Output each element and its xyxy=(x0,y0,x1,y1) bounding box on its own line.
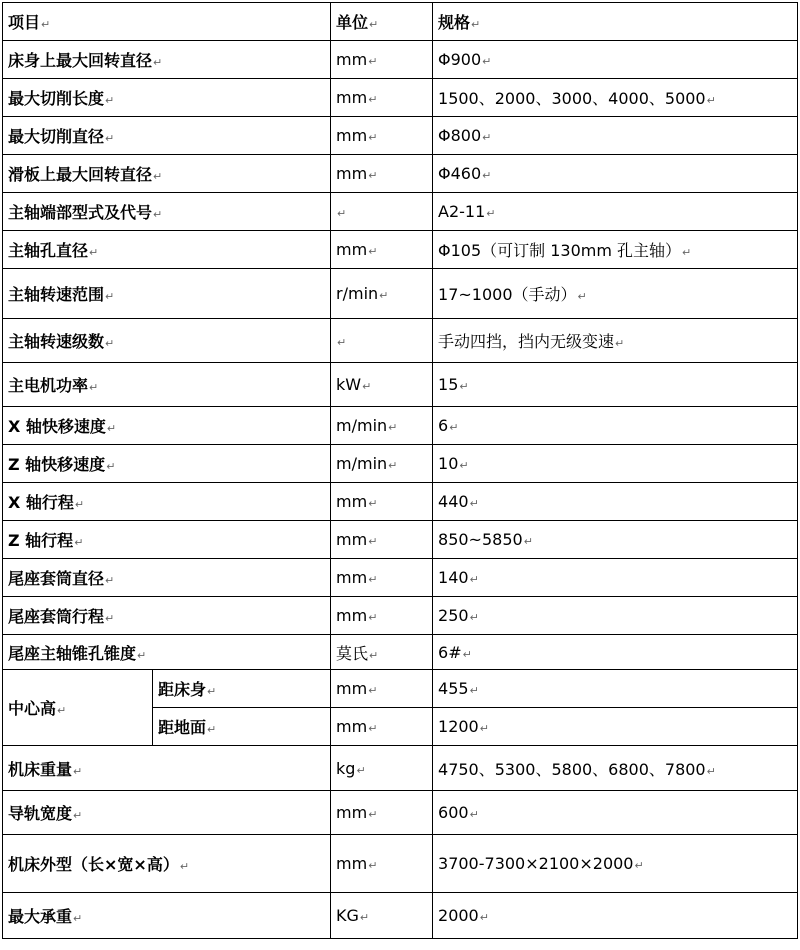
item-cell xyxy=(3,193,331,231)
paragraph-mark-icon: ↵ xyxy=(368,245,378,258)
item-label: 主轴转速级数 xyxy=(8,332,105,351)
paragraph-mark-icon: ↵ xyxy=(469,573,479,586)
spec-cell xyxy=(433,319,798,363)
sub-item-label: 距地面 xyxy=(158,718,207,737)
paragraph-mark-icon: ↵ xyxy=(388,459,398,472)
item-label: Z 轴行程 xyxy=(8,531,74,550)
paragraph-mark-icon: ↵ xyxy=(368,131,378,144)
item-cell xyxy=(3,483,331,521)
table-row xyxy=(3,155,798,193)
paragraph-mark-icon: ↵ xyxy=(73,809,83,822)
unit-cell xyxy=(331,363,433,407)
paragraph-mark-icon: ↵ xyxy=(706,764,716,778)
paragraph-mark-icon: ↵ xyxy=(73,764,83,778)
item-cell xyxy=(3,746,331,791)
paragraph-mark-icon: ↵ xyxy=(105,94,115,107)
unit-value: mm xyxy=(336,679,368,698)
table-row xyxy=(3,79,798,117)
unit-cell xyxy=(331,559,433,597)
paragraph-mark-icon: ↵ xyxy=(469,611,479,624)
paragraph-mark-icon: ↵ xyxy=(41,18,51,31)
paragraph-mark-icon: ↵ xyxy=(482,131,492,144)
spec-value: 6# xyxy=(438,642,462,662)
paragraph-mark-icon: ↵ xyxy=(179,860,190,873)
paragraph-mark-icon: ↵ xyxy=(615,337,625,350)
unit-cell xyxy=(331,835,433,893)
spec-value: 4750、5300、5800、6800、7800 xyxy=(438,759,706,779)
table-row xyxy=(3,893,798,939)
paragraph-mark-icon: ↵ xyxy=(368,55,378,68)
paragraph-mark-icon: ↵ xyxy=(105,574,115,587)
unit-cell xyxy=(331,791,433,835)
item-label: 主电机功率 xyxy=(8,376,89,395)
table-row xyxy=(3,597,798,635)
sub-item-cell xyxy=(153,670,331,708)
paragraph-mark-icon: ↵ xyxy=(634,859,644,872)
spec-cell xyxy=(433,407,798,445)
header-item-cell xyxy=(3,3,331,41)
paragraph-mark-icon: ↵ xyxy=(479,722,489,735)
unit-cell xyxy=(331,597,433,635)
paragraph-mark-icon: ↵ xyxy=(706,94,716,107)
paragraph-mark-icon: ↵ xyxy=(105,612,115,625)
unit-cell xyxy=(331,483,433,521)
paragraph-mark-icon: ↵ xyxy=(106,460,116,473)
unit-cell xyxy=(331,41,433,79)
spec-value: 17~1000（手动） xyxy=(438,285,577,304)
center-height-row xyxy=(3,670,798,708)
item-label: 尾座套筒直径 xyxy=(8,569,105,588)
spec-value: 600 xyxy=(438,803,469,822)
unit-value: r/min xyxy=(336,284,379,303)
spec-value: 850~5850 xyxy=(438,530,523,549)
table-row xyxy=(3,41,798,79)
spec-value: 15 xyxy=(438,375,459,394)
item-label: 最大承重 xyxy=(8,907,73,926)
paragraph-mark-icon: ↵ xyxy=(89,246,99,259)
unit-cell xyxy=(331,635,433,670)
item-cell xyxy=(3,269,331,319)
paragraph-mark-icon: ↵ xyxy=(356,763,366,777)
spec-cell xyxy=(433,708,798,746)
paragraph-mark-icon: ↵ xyxy=(105,290,115,303)
paragraph-mark-icon: ↵ xyxy=(105,132,115,145)
unit-value: mm xyxy=(336,606,368,625)
item-label: 滑板上最大回转直径 xyxy=(8,165,153,184)
unit-cell xyxy=(331,407,433,445)
paragraph-mark-icon: ↵ xyxy=(337,336,347,349)
unit-cell xyxy=(331,670,433,708)
table-row xyxy=(3,319,798,363)
paragraph-mark-icon: ↵ xyxy=(369,18,379,31)
spec-cell xyxy=(433,79,798,117)
table-row xyxy=(3,746,798,791)
item-label: X 轴快移速度 xyxy=(8,417,106,436)
paragraph-mark-icon: ↵ xyxy=(74,498,85,511)
unit-cell xyxy=(331,893,433,939)
center-height-cell xyxy=(3,670,153,746)
paragraph-mark-icon: ↵ xyxy=(368,497,378,510)
paragraph-mark-icon: ↵ xyxy=(368,93,378,106)
item-label: 最大切削长度 xyxy=(8,89,105,108)
item-label: Z 轴快移速度 xyxy=(8,455,106,474)
spec-cell xyxy=(433,41,798,79)
paragraph-mark-icon: ↵ xyxy=(449,421,459,434)
sub-item-label: 距床身 xyxy=(158,680,207,699)
item-cell xyxy=(3,407,331,445)
paragraph-mark-icon: ↵ xyxy=(368,859,378,872)
paragraph-mark-icon: ↵ xyxy=(73,912,83,925)
spec-value: 2000 xyxy=(438,906,479,925)
spec-cell xyxy=(433,893,798,939)
paragraph-mark-icon: ↵ xyxy=(523,535,533,548)
paragraph-mark-icon: ↵ xyxy=(469,684,479,697)
paragraph-mark-icon: ↵ xyxy=(379,289,389,302)
spec-cell xyxy=(433,670,798,708)
paragraph-mark-icon: ↵ xyxy=(74,536,84,549)
table-row xyxy=(3,791,798,835)
unit-value: m/min xyxy=(336,416,388,435)
paragraph-mark-icon: ↵ xyxy=(486,207,496,220)
unit-value: mm xyxy=(336,240,368,259)
spec-value: 440 xyxy=(438,492,469,511)
paragraph-mark-icon: ↵ xyxy=(368,722,378,735)
item-label: 主轴孔直径 xyxy=(8,241,89,260)
paragraph-mark-icon: ↵ xyxy=(359,911,370,924)
paragraph-mark-icon: ↵ xyxy=(368,169,378,182)
spec-cell xyxy=(433,193,798,231)
header-row xyxy=(3,3,798,41)
unit-cell xyxy=(331,155,433,193)
spec-cell xyxy=(433,791,798,835)
item-label: 尾座套筒行程 xyxy=(8,607,105,626)
unit-value: mm xyxy=(336,530,368,549)
unit-value: mm xyxy=(336,803,368,822)
paragraph-mark-icon: ↵ xyxy=(106,422,117,435)
paragraph-mark-icon: ↵ xyxy=(207,723,217,736)
table-row xyxy=(3,231,798,269)
paragraph-mark-icon: ↵ xyxy=(482,55,492,68)
unit-cell xyxy=(331,445,433,483)
unit-cell xyxy=(331,117,433,155)
item-cell xyxy=(3,835,331,893)
unit-value: KG xyxy=(336,906,359,925)
unit-value: mm xyxy=(336,854,368,873)
unit-value: mm xyxy=(336,568,368,587)
item-label: 机床重量 xyxy=(8,759,73,779)
unit-cell xyxy=(331,521,433,559)
spec-value: Φ105（可订制 130mm 孔主轴） xyxy=(438,241,682,260)
spec-cell xyxy=(433,483,798,521)
unit-cell xyxy=(331,746,433,791)
item-label: X 轴行程 xyxy=(8,493,74,512)
item-cell xyxy=(3,117,331,155)
unit-cell xyxy=(331,231,433,269)
item-cell xyxy=(3,363,331,407)
spec-cell xyxy=(433,269,798,319)
table-row xyxy=(3,363,798,407)
item-cell xyxy=(3,445,331,483)
header-unit-cell xyxy=(331,3,433,41)
unit-value: m/min xyxy=(336,454,388,473)
paragraph-mark-icon: ↵ xyxy=(362,380,372,393)
item-cell xyxy=(3,231,331,269)
spec-cell xyxy=(433,155,798,193)
spec-cell xyxy=(433,521,798,559)
table-row xyxy=(3,407,798,445)
unit-value: mm xyxy=(336,50,368,69)
paragraph-mark-icon: ↵ xyxy=(368,573,378,586)
spec-cell xyxy=(433,835,798,893)
spec-value: 250 xyxy=(438,606,469,625)
unit-value: mm xyxy=(336,88,368,107)
table-row xyxy=(3,521,798,559)
item-cell xyxy=(3,559,331,597)
spec-cell xyxy=(433,635,798,670)
paragraph-mark-icon: ↵ xyxy=(459,459,469,472)
header-unit: 单位 xyxy=(336,13,369,32)
paragraph-mark-icon: ↵ xyxy=(471,18,481,31)
unit-value: mm xyxy=(336,717,368,736)
item-cell xyxy=(3,79,331,117)
header-item: 项目 xyxy=(8,13,41,32)
paragraph-mark-icon: ↵ xyxy=(368,684,378,697)
paragraph-mark-icon: ↵ xyxy=(153,170,163,183)
item-cell xyxy=(3,41,331,79)
paragraph-mark-icon: ↵ xyxy=(469,808,479,821)
table-row xyxy=(3,635,798,670)
spec-value: 455 xyxy=(438,679,469,698)
paragraph-mark-icon: ↵ xyxy=(153,56,163,69)
unit-cell xyxy=(331,79,433,117)
unit-cell xyxy=(331,708,433,746)
paragraph-mark-icon: ↵ xyxy=(482,169,492,182)
spec-value: A2-11 xyxy=(438,202,486,221)
paragraph-mark-icon: ↵ xyxy=(459,380,469,393)
item-cell xyxy=(3,521,331,559)
unit-value: 莫氏 xyxy=(336,643,369,663)
spec-table xyxy=(2,2,798,939)
spec-value: 6 xyxy=(438,416,449,435)
spec-value: 手动四挡，挡内无级变速 xyxy=(438,332,615,351)
header-spec: 规格 xyxy=(438,13,471,32)
center-height-label: 中心高 xyxy=(8,699,57,718)
paragraph-mark-icon: ↵ xyxy=(57,704,67,717)
item-cell xyxy=(3,597,331,635)
paragraph-mark-icon: ↵ xyxy=(369,648,379,662)
paragraph-mark-icon: ↵ xyxy=(462,647,472,661)
unit-cell xyxy=(331,269,433,319)
item-cell xyxy=(3,791,331,835)
unit-value: kW xyxy=(336,375,362,394)
item-label: 导轨宽度 xyxy=(8,804,73,823)
paragraph-mark-icon: ↵ xyxy=(469,497,479,510)
spec-cell xyxy=(433,363,798,407)
paragraph-mark-icon: ↵ xyxy=(368,808,378,821)
paragraph-mark-icon: ↵ xyxy=(368,611,378,624)
unit-value: mm xyxy=(336,492,368,511)
spec-cell xyxy=(433,445,798,483)
spec-value: 1200 xyxy=(438,717,479,736)
paragraph-mark-icon: ↵ xyxy=(368,535,378,548)
table-row xyxy=(3,269,798,319)
spec-cell xyxy=(433,231,798,269)
header-spec-cell xyxy=(433,3,798,41)
spec-value: 140 xyxy=(438,568,469,587)
paragraph-mark-icon: ↵ xyxy=(479,911,489,924)
item-label: 尾座主轴锥孔锥度 xyxy=(8,643,137,663)
item-label: 最大切削直径 xyxy=(8,127,105,146)
item-cell xyxy=(3,635,331,670)
spec-value: 10 xyxy=(438,454,459,473)
paragraph-mark-icon: ↵ xyxy=(577,290,587,303)
paragraph-mark-icon: ↵ xyxy=(207,685,217,698)
spec-cell xyxy=(433,117,798,155)
paragraph-mark-icon: ↵ xyxy=(137,648,147,662)
table-row xyxy=(3,483,798,521)
unit-cell xyxy=(331,319,433,363)
spec-cell xyxy=(433,746,798,791)
spec-value: Φ900 xyxy=(438,50,482,69)
table-row xyxy=(3,193,798,231)
item-label: 主轴转速范围 xyxy=(8,285,105,304)
item-label: 机床外型（长×宽×高） xyxy=(8,855,179,874)
paragraph-mark-icon: ↵ xyxy=(153,208,163,221)
spec-value: 3700-7300×2100×2000 xyxy=(438,854,634,873)
spec-cell xyxy=(433,597,798,635)
item-cell xyxy=(3,893,331,939)
paragraph-mark-icon: ↵ xyxy=(105,337,115,350)
table-row xyxy=(3,117,798,155)
spec-value: Φ800 xyxy=(438,126,482,145)
unit-value: kg xyxy=(336,758,356,778)
table-row xyxy=(3,445,798,483)
unit-cell xyxy=(331,193,433,231)
spec-value: Φ460 xyxy=(438,164,482,183)
spec-value: 1500、2000、3000、4000、5000 xyxy=(438,89,706,108)
unit-value: mm xyxy=(336,164,368,183)
item-cell xyxy=(3,319,331,363)
item-cell xyxy=(3,155,331,193)
spec-cell xyxy=(433,559,798,597)
table-row xyxy=(3,559,798,597)
paragraph-mark-icon: ↵ xyxy=(337,207,347,220)
paragraph-mark-icon: ↵ xyxy=(682,246,692,259)
paragraph-mark-icon: ↵ xyxy=(388,421,398,434)
unit-value: mm xyxy=(336,126,368,145)
item-label: 主轴端部型式及代号 xyxy=(8,203,153,222)
item-label: 床身上最大回转直径 xyxy=(8,51,153,70)
sub-item-cell xyxy=(153,708,331,746)
paragraph-mark-icon: ↵ xyxy=(89,381,99,394)
table-row xyxy=(3,835,798,893)
